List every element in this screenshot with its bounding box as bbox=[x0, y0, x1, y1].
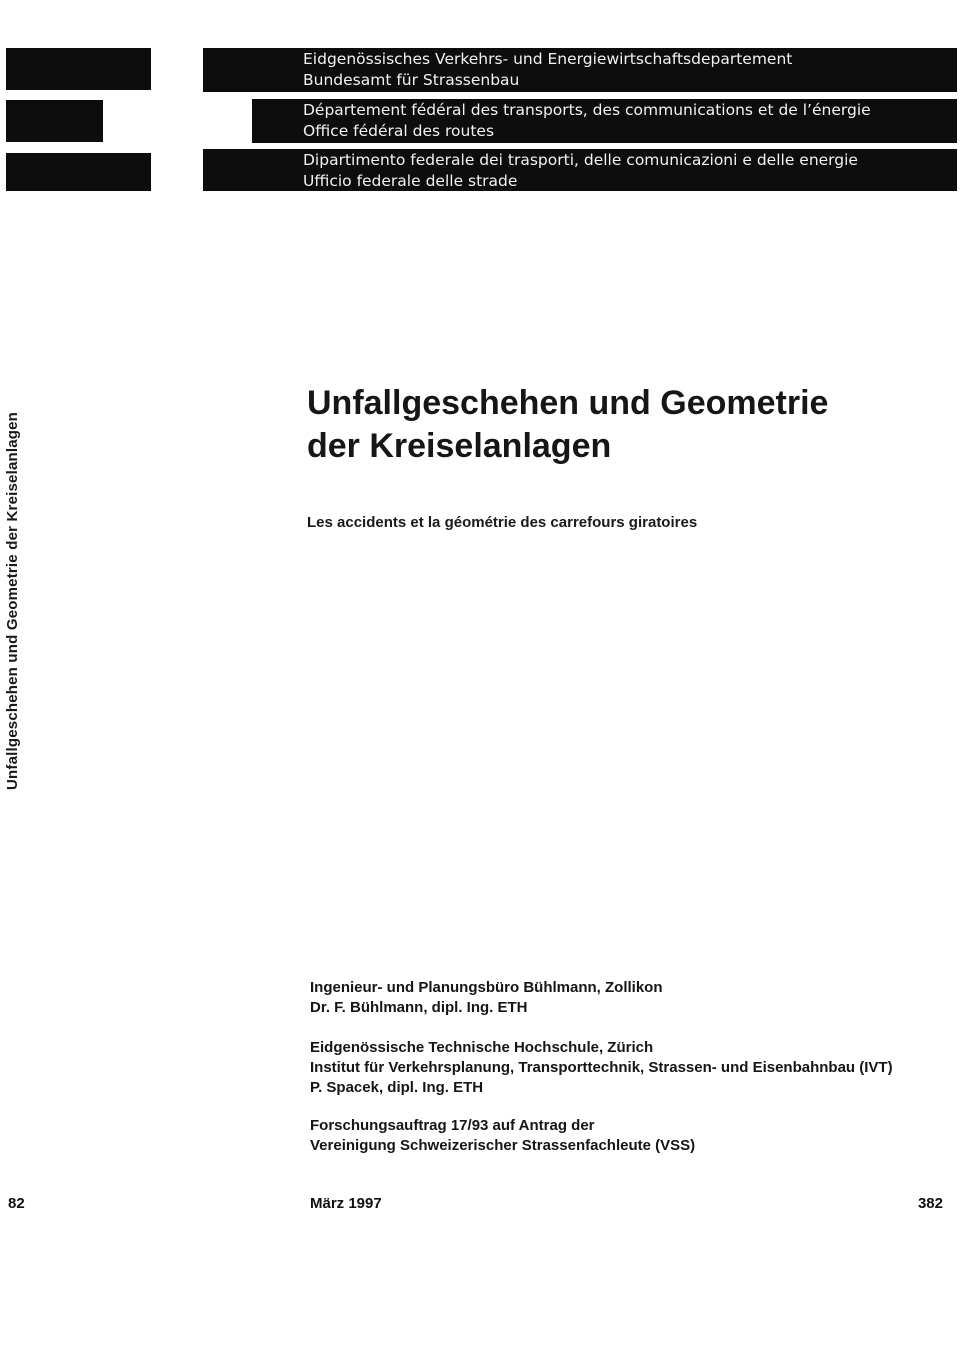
footer-date: März 1997 bbox=[310, 1195, 382, 1212]
author-firm-person: Dr. F. Bühlmann, dipl. Ing. ETH bbox=[310, 999, 528, 1016]
banner-german-office: Bundesamt für Strassenbau bbox=[303, 71, 520, 89]
banner-italian-office: Ufficio federale delle strade bbox=[303, 172, 518, 190]
author-firm-name: Ingenieur- und Planungsbüro Bühlmann, Zollikon bbox=[310, 979, 663, 996]
banner-italian-department: Dipartimento federale dei trasporti, delle comunicazioni e delle energie bbox=[303, 151, 858, 169]
banner-french-office: Office fédéral des routes bbox=[303, 122, 495, 140]
banner-german-department: Eidgenössisches Verkehrs- und Energiewirtschaftsdepartement bbox=[303, 50, 793, 68]
page-title-line-2: der Kreiselanlagen bbox=[307, 427, 612, 465]
logo-bar-top bbox=[6, 48, 151, 90]
logo-bar-middle bbox=[6, 100, 103, 142]
page-subtitle: Les accidents et la géométrie des carrefours giratoires bbox=[307, 514, 698, 531]
author-eth-block bbox=[310, 1038, 893, 1098]
logo-bar-bottom bbox=[6, 153, 151, 191]
banner-italian bbox=[203, 149, 957, 191]
banner-french bbox=[252, 99, 957, 143]
commission-line-2: Vereinigung Schweizerischer Strassenfachleute (VSS) bbox=[310, 1137, 696, 1154]
author-eth-name: Eidgenössische Technische Hochschule, Zürich bbox=[310, 1039, 654, 1056]
footer-left-number: 82 bbox=[8, 1195, 25, 1212]
footer-report-number: 382 bbox=[917, 1195, 943, 1212]
page-title-line-1: Unfallgeschehen und Geometrie bbox=[307, 384, 829, 422]
banner-german bbox=[203, 48, 957, 92]
banner-french-department: Département fédéral des transports, des communications et de l’énergie bbox=[303, 101, 871, 119]
spine-title bbox=[0, 390, 21, 790]
page-title bbox=[307, 382, 828, 468]
author-firm-block bbox=[310, 978, 663, 1018]
author-eth-person: P. Spacek, dipl. Ing. ETH bbox=[310, 1079, 484, 1096]
spine-title-text: Unfallgeschehen und Geometrie der Kreiselanlagen bbox=[4, 411, 21, 790]
author-eth-institute: Institut für Verkehrsplanung, Transporttechnik, Strassen- und Eisenbahnbau (IVT) bbox=[310, 1059, 893, 1076]
commission-block bbox=[310, 1116, 695, 1156]
commission-line-1: Forschungsauftrag 17/93 auf Antrag der bbox=[310, 1117, 595, 1134]
